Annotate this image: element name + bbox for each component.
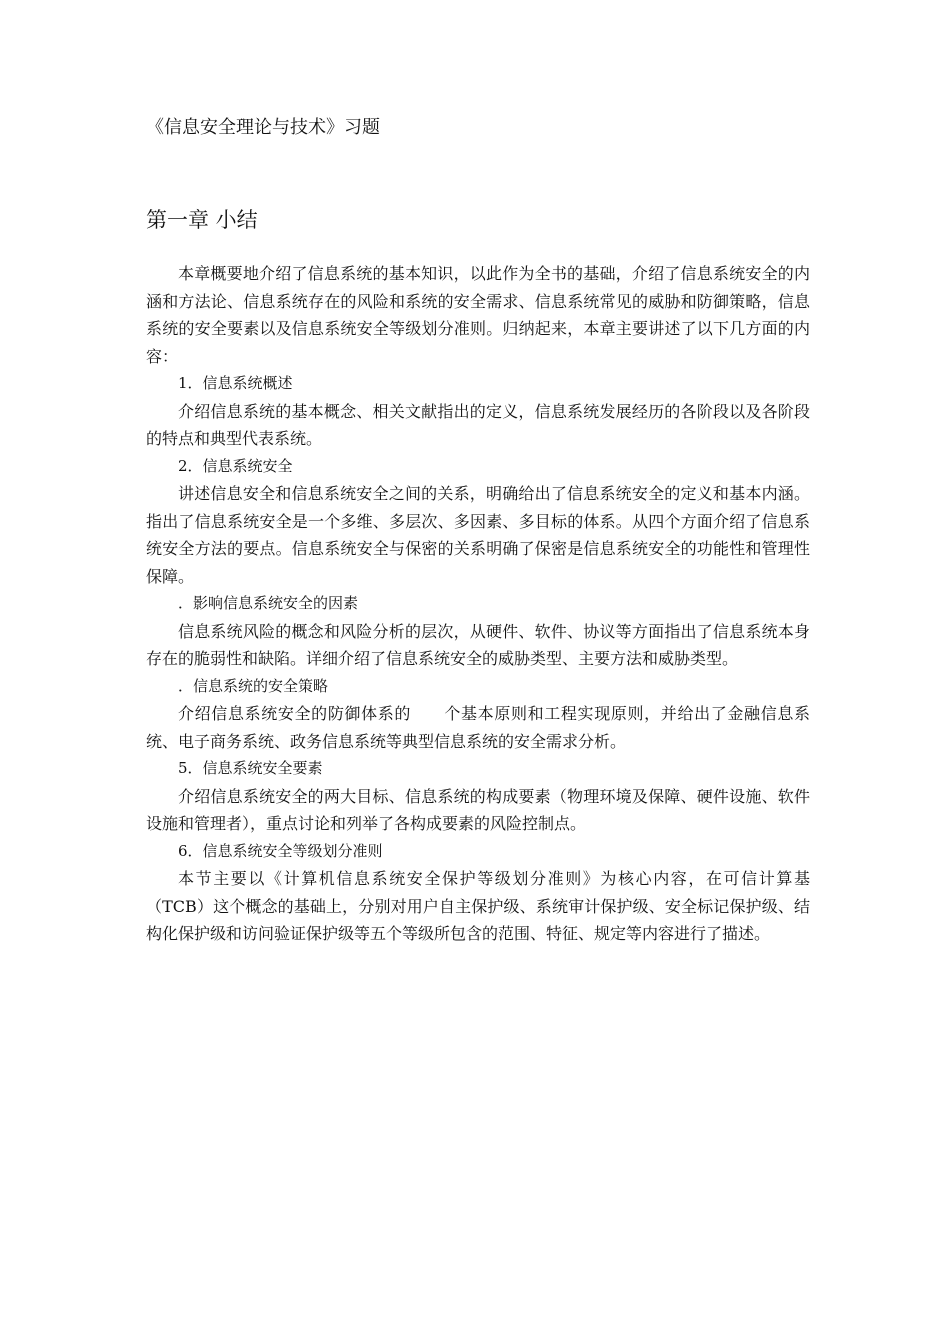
section-4: [146, 673, 810, 756]
section-heading: 1．信息系统概述: [178, 374, 293, 392]
section-paragraph: 介绍信息系统安全的两大目标、信息系统的构成要素（物理环境及保障、硬件设施、软件设施和管理者），重点讨论和列举了各构成要素的风险控制点。: [146, 786, 810, 833]
intro-paragraph: 本章概要地介绍了信息系统的基本知识，以此作为全书的基础，介绍了信息系统安全的内涵和方法论、信息系统存在的风险和系统的安全需求、信息系统常见的威胁和防御策略，信息系统的安全要素以及信息系统安全等级划分准则。归纳起来，本章主要讲述了以下几方面的内容：: [146, 264, 810, 366]
chapter-summary: [146, 260, 810, 948]
section-heading: ．影响信息系统安全的因素: [178, 594, 359, 612]
chapter-title: 第一章 小结: [146, 208, 258, 232]
section-5: [146, 755, 810, 838]
section-heading: 6．信息系统安全等级划分准则: [178, 841, 383, 860]
section-paragraph: 介绍信息系统安全的防御体系的 个基本原则和工程实现原则，并给出了金融信息系统、电子商务系统、政务信息系统等典型信息系统的安全需求分析。: [146, 704, 810, 751]
section-3: [146, 590, 810, 673]
section-2: [146, 453, 810, 591]
section-heading: 5．信息系统安全要素: [178, 759, 323, 777]
section-paragraph: 本节主要以《计算机信息系统安全保护等级划分准则》为核心内容，在可信计算基（TCB）这个概念的基础上，分别对用户自主保护级、系统审计保护级、安全标记保护级、结构化保护级和访问验证保护级等五个等级所包含的范围、特征、规定等内容进行了描述。: [146, 869, 810, 943]
section-heading: ．信息系统的安全策略: [178, 676, 329, 695]
section-heading: 2．信息系统安全: [178, 456, 293, 475]
section-1: [146, 370, 810, 453]
document-title: 《信息安全理论与技术》习题: [146, 117, 380, 138]
section-6: [146, 838, 810, 948]
section-paragraph: 介绍信息系统的基本概念、相关文献指出的定义，信息系统发展经历的各阶段以及各阶段的特点和典型代表系统。: [146, 401, 810, 448]
section-paragraph: 信息系统风险的概念和风险分析的层次，从硬件、软件、协议等方面指出了信息系统本身存在的脆弱性和缺陷。详细介绍了信息系统安全的威胁类型、主要方法和威胁类型。: [146, 621, 810, 668]
section-paragraph: 讲述信息安全和信息系统安全之间的关系，明确给出了信息系统安全的定义和基本内涵。指出了信息系统安全是一个多维、多层次、多因素、多目标的体系。从四个方面介绍了信息系统安全方法的要点。信息系统安全与保密的关系明确了保密是信息系统安全的功能性和管理性保障。: [146, 484, 810, 586]
